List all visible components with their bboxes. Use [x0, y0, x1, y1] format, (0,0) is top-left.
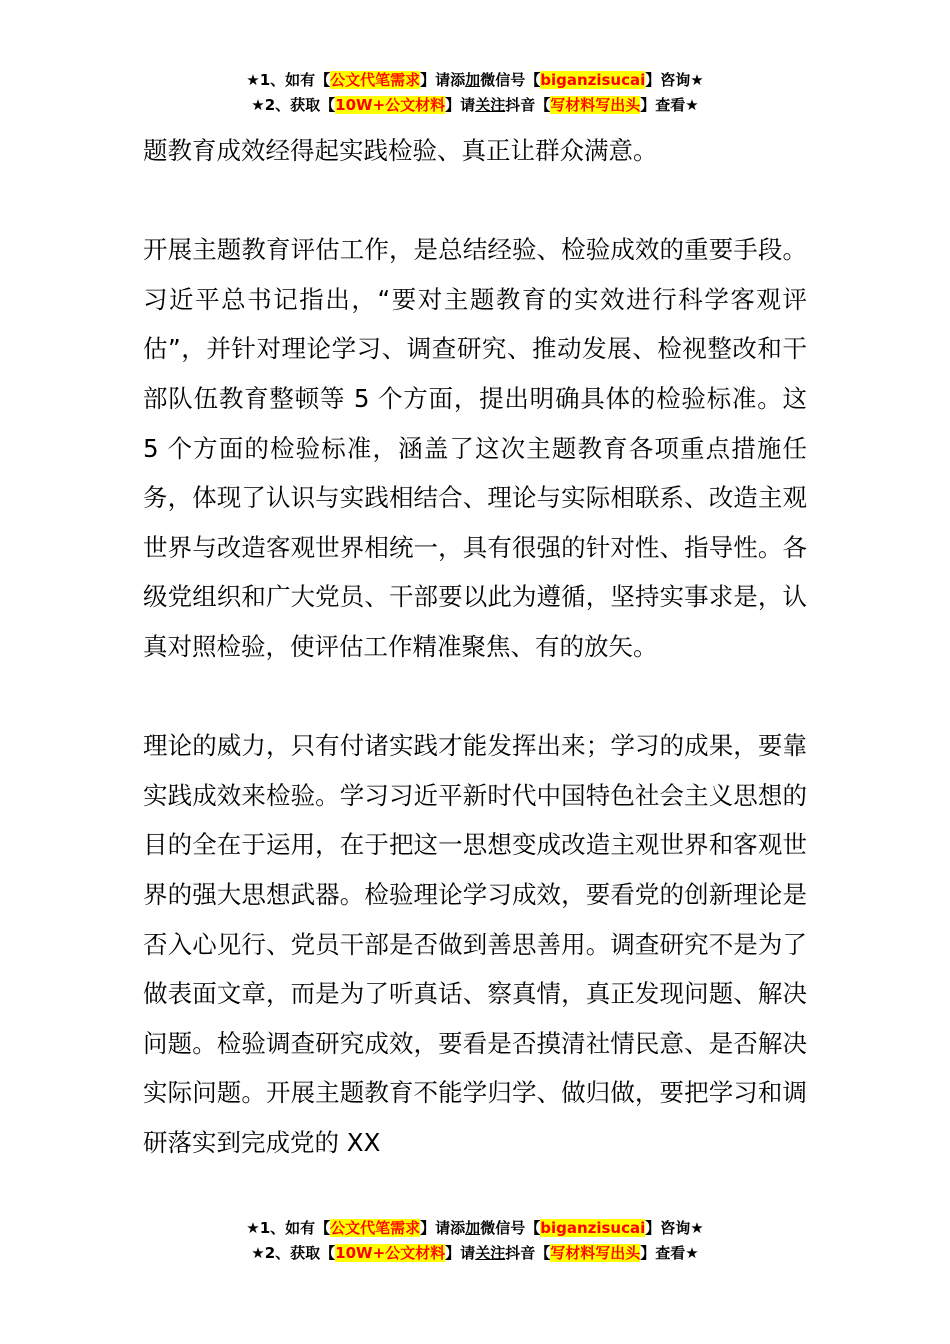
- banner-text-emphasis: 关注: [475, 1244, 506, 1262]
- banner-text-emphasis: 关注: [475, 96, 506, 114]
- banner-text: 微信号【: [480, 1219, 541, 1237]
- star-icon: ★: [246, 1219, 260, 1237]
- star-icon: ★: [251, 96, 265, 114]
- banner-text: 】咨询: [645, 71, 691, 89]
- banner-line-2: [0, 1241, 950, 1266]
- banner-text: 2、获取【: [264, 1244, 336, 1262]
- banner-line-1: [0, 68, 950, 93]
- highlight-wechat-id: biganzisucai: [540, 71, 646, 89]
- banner-text: 】查看: [640, 1244, 686, 1262]
- banner-text-emphasis: 加: [465, 1219, 481, 1237]
- document-body: [143, 126, 807, 1167]
- header-banner: [0, 68, 950, 118]
- highlight-service: 公文代笔需求: [330, 1219, 421, 1237]
- star-icon: ★: [690, 71, 704, 89]
- star-icon: ★: [685, 1244, 699, 1262]
- highlight-service: 公文代笔需求: [330, 71, 421, 89]
- star-icon: ★: [690, 1219, 704, 1237]
- banner-text-emphasis: 加: [465, 71, 481, 89]
- banner-text: 】请添: [420, 1219, 466, 1237]
- paragraph: 理论的威力，只有付诸实践才能发挥出来；学习的成果，要靠实践成效来检验。学习习近平新时代中国特色社会主义思想的目的全在于运用，在于把这一思想变成改造主观世界和客观世界的强大思想武器。检验理论学习成效，要看党的创新理论是否入心见行、党员干部是否做到善思善用。调查研究不是为了做表面文章，而是为了听真话、察真情，真正发现问题、解决问题。检验调查研究成效，要看是否摸清社情民意、是否解决实际问题。开展主题教育不能学归学、做归做，要把学习和调研落实到完成党的 XX: [143, 731, 807, 1157]
- banner-text: 1、如有【: [259, 71, 331, 89]
- star-icon: ★: [246, 71, 260, 89]
- banner-text: 2、获取【: [264, 96, 336, 114]
- banner-text: 微信号【: [480, 71, 541, 89]
- banner-line-1: [0, 1216, 950, 1241]
- banner-text: 抖音【: [505, 96, 551, 114]
- banner-text: 】请: [445, 96, 476, 114]
- banner-text: 】请: [445, 1244, 476, 1262]
- star-icon: ★: [251, 1244, 265, 1262]
- star-icon: ★: [685, 96, 699, 114]
- banner-text: 1、如有【: [259, 1219, 331, 1237]
- banner-text: 抖音【: [505, 1244, 551, 1262]
- banner-text: 】查看: [640, 96, 686, 114]
- highlight-wechat-id: biganzisucai: [540, 1219, 646, 1237]
- banner-line-2: [0, 93, 950, 118]
- banner-text: 】请添: [420, 71, 466, 89]
- banner-text: 】咨询: [645, 1219, 691, 1237]
- paragraph: 开展主题教育评估工作，是总结经验、检验成效的重要手段。习近平总书记指出，“要对主题教育的实效进行科学客观评估”，并针对理论学习、调查研究、推动发展、检视整改和干部队伍教育整顿等 5 个方面，提出明确具体的检验标准。这 5 个方面的检验标准，涵盖了这次主题教育各项重点措施任务，体现了认识与实践相结合、理论与实际相联系、改造主观世界与改造客观世界相统一，具有很强的针对性、指导性。各级党组织和广大党员、干部要以此为遵循，坚持实事求是，认真对照检验，使评估工作精准聚焦、有的放矢。: [143, 235, 807, 661]
- highlight-douyin-account: 写材料写出头: [550, 1244, 641, 1262]
- highlight-materials: 10W+公文材料: [335, 96, 446, 114]
- footer-banner: [0, 1216, 950, 1266]
- highlight-materials: 10W+公文材料: [335, 1244, 446, 1262]
- highlight-douyin-account: 写材料写出头: [550, 96, 641, 114]
- paragraph: 题教育成效经得起实践检验、真正让群众满意。: [143, 136, 658, 165]
